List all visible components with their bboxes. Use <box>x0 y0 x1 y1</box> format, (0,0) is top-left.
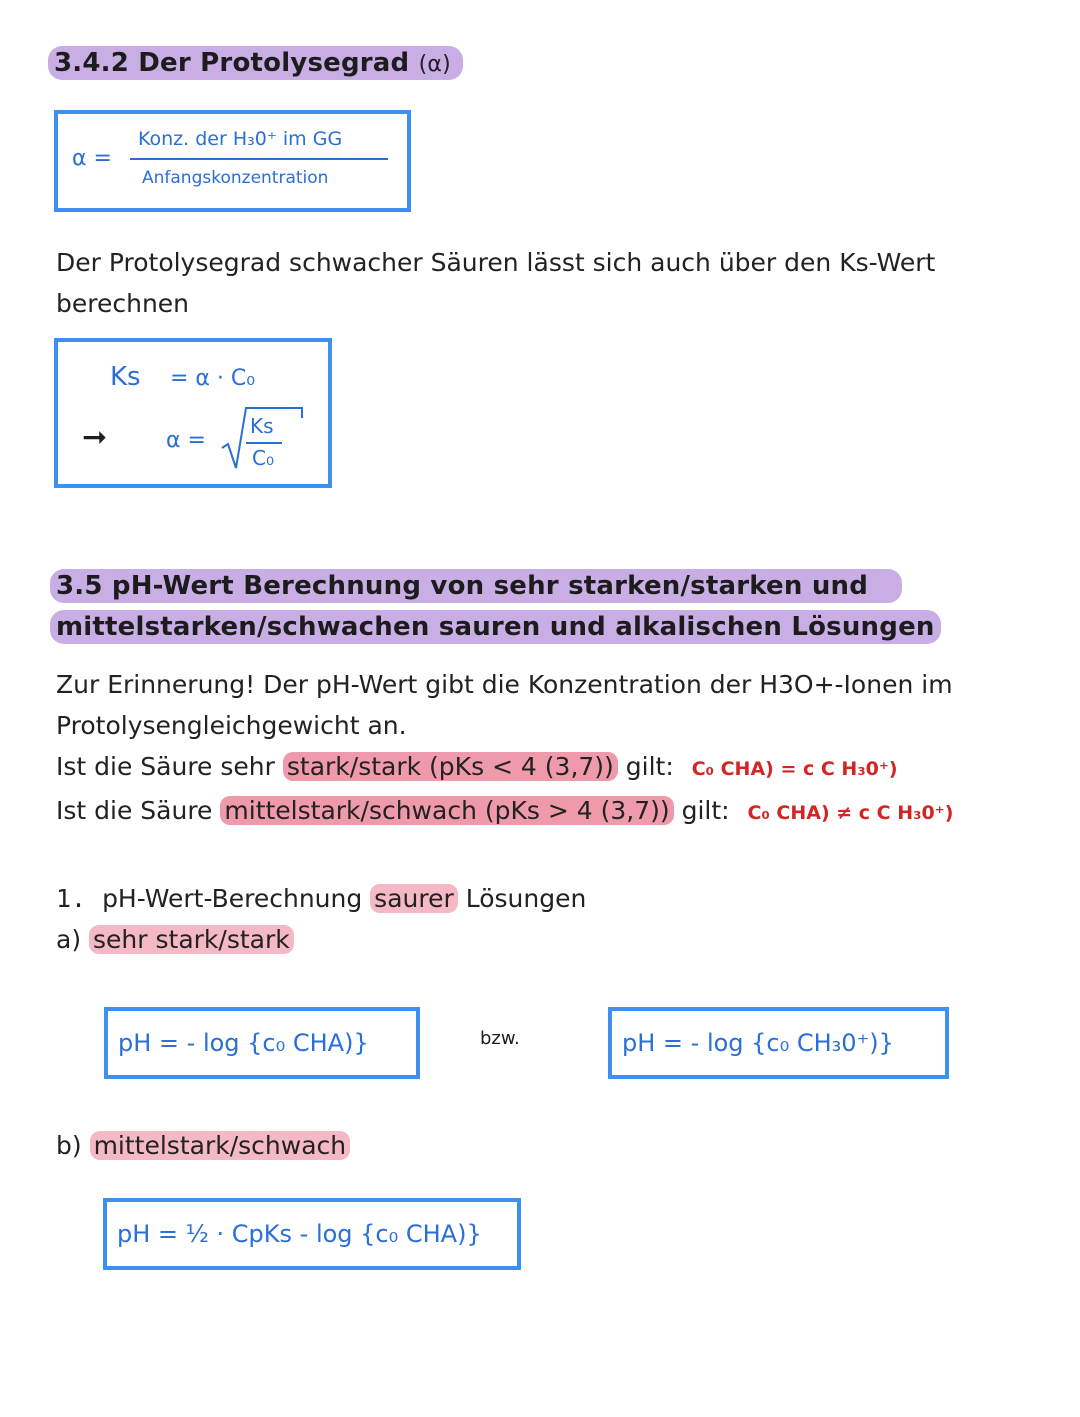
case-a-text: sehr stark/stark <box>89 925 294 954</box>
calc-title-highlight: saurer <box>370 884 458 913</box>
ks-rhs: = α · C₀ <box>170 366 256 391</box>
formula-a1: pH = - log {c₀ CHA)} <box>118 1029 369 1057</box>
formula-b-box <box>103 1198 521 1270</box>
arrow-icon: ➞ <box>82 420 108 455</box>
section-heading-protolysegrad <box>48 48 463 78</box>
alpha-lhs: α = <box>72 146 112 171</box>
weak-acid-rule <box>56 790 1046 834</box>
ks-lhs: Ks <box>110 362 141 392</box>
fraction-line <box>130 158 388 160</box>
alpha-symbol: (α) <box>418 52 451 77</box>
heading-text: 3.4.2 Der Protolysegrad <box>54 48 410 78</box>
formula-b: pH = ½ · CpKs - log {c₀ CHA)} <box>117 1220 482 1248</box>
weak-rule-highlight: mittelstark/schwach (pKs > 4 (3,7)) <box>220 796 673 825</box>
ks-formula-box <box>54 338 332 488</box>
calc-title-post: Lösungen <box>465 884 587 913</box>
sqrt-numerator: Ks <box>250 414 274 438</box>
heading-line-2: mittelstarken/schwachen sauren und alkalischen Lösungen <box>50 610 941 644</box>
case-a-label: a) <box>56 925 82 954</box>
formula-a2-box <box>608 1007 949 1079</box>
heading-line-1: 3.5 pH-Wert Berechnung von sehr starken/starken und <box>50 569 902 603</box>
weak-rule-formula: C₀ CHA) ≠ c C H₃0⁺) <box>747 802 954 824</box>
protolysegrad-paragraph: Der Protolysegrad schwacher Säuren lässt sich auch über den Ks-Wert berechnen <box>56 248 936 318</box>
strong-acid-rule <box>56 746 1046 790</box>
strong-rule-suffix: gilt: <box>625 752 674 781</box>
calc-number: 1. <box>56 884 87 913</box>
case-a <box>56 919 294 960</box>
strong-rule-formula: C₀ CHA) = c C H₃0⁺) <box>691 758 898 780</box>
calc-title <box>56 878 586 919</box>
section-heading-ph-calculation <box>50 566 941 648</box>
strong-rule-prefix: Ist die Säure sehr <box>56 752 275 781</box>
reminder-line-1: Zur Erinnerung! Der pH-Wert gibt die Konzentration der H3O+-Ionen im <box>56 670 953 699</box>
case-b <box>56 1125 350 1166</box>
weak-rule-suffix: gilt: <box>681 796 730 825</box>
formula-a2: pH = - log {c₀ CH₃0⁺)} <box>622 1029 894 1057</box>
case-b-label: b) <box>56 1131 82 1160</box>
formula-a1-box <box>104 1007 420 1079</box>
bzw-text: bzw. <box>480 1028 520 1049</box>
strong-rule-highlight: stark/stark (pKs < 4 (3,7)) <box>283 752 618 781</box>
calc-title-pre: pH-Wert-Berechnung <box>102 884 363 913</box>
reminder-line-2: Protolysengleichgewicht an. <box>56 711 407 740</box>
alpha-formula-box <box>54 110 411 212</box>
alpha-denominator: Anfangskonzentration <box>142 168 329 188</box>
sqrt-fraction-line <box>246 442 282 444</box>
case-b-text: mittelstark/schwach <box>90 1131 351 1160</box>
alpha-numerator: Konz. der H₃0⁺ im GG <box>138 128 343 150</box>
weak-rule-prefix: Ist die Säure <box>56 796 213 825</box>
reminder-text <box>56 664 1046 834</box>
alpha-eq: α = <box>166 428 206 453</box>
sqrt-denominator: C₀ <box>252 446 274 470</box>
